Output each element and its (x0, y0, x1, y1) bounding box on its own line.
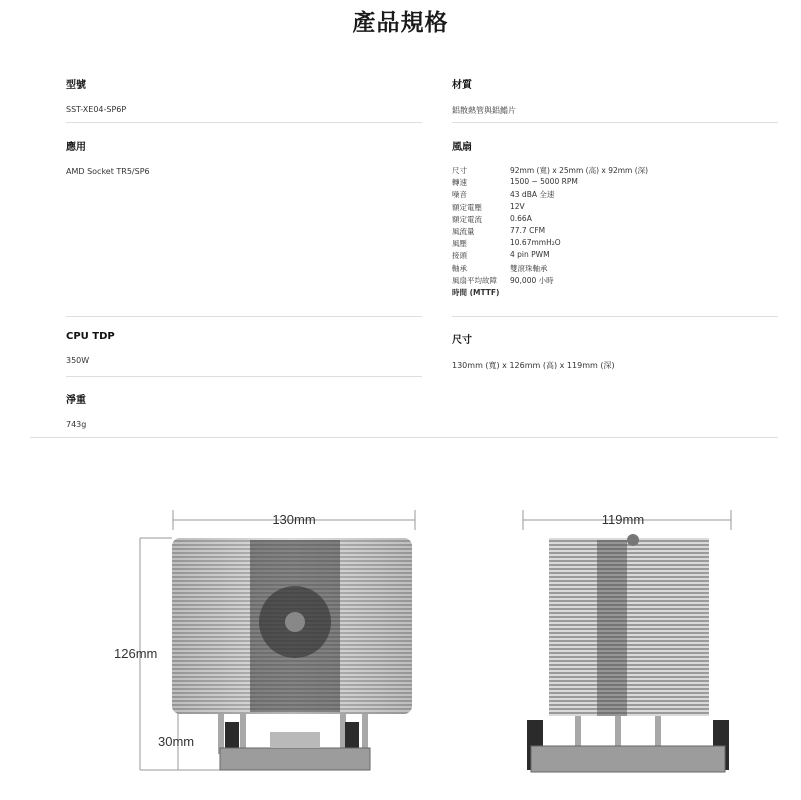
page-title: 產品規格 (352, 10, 449, 36)
fan-spec-row (452, 238, 648, 250)
fan-clip (627, 534, 639, 546)
cooler-base (220, 748, 370, 770)
spec-application-value: AMD Socket TR5/SP6 (66, 167, 150, 176)
fan-spec-key: 時間 (MTTF) (452, 287, 500, 297)
fan-spec-value (510, 287, 648, 299)
fan-spec-value: 1500 ~ 5000 RPM (510, 177, 578, 187)
fan-spec-key: 轉速 (452, 178, 467, 188)
fan-spec-value: 雙滾珠軸承 (510, 263, 548, 273)
spec-net-weight (66, 391, 86, 429)
fan-spec-key: 風壓 (452, 239, 467, 249)
spec-cpu-tdp (66, 331, 115, 365)
fan-spec-row (452, 275, 648, 287)
spec-model-value: SST-XE04-SP6P (66, 105, 127, 114)
fan-spec-table (452, 165, 648, 299)
fan-spec-key: 噪音 (452, 190, 467, 200)
cooler-side-view (515, 500, 745, 790)
fan-spec-row (452, 250, 648, 262)
fan-spec-row (452, 287, 648, 299)
fan-spec-value: 12V (510, 201, 525, 211)
fan-spec-value: 77.7 CFM (510, 225, 546, 235)
spec-cpu-tdp-label: CPU TDP (66, 331, 115, 342)
fan-spec-row (452, 189, 648, 201)
fan-spec-row (452, 263, 648, 275)
base-dimension-label: 30mm (158, 734, 195, 749)
fan-spec-row (452, 202, 648, 214)
spec-application-label: 應用 (66, 142, 86, 153)
fan-spec-value: 92mm (寬) x 25mm (高) x 92mm (深) (510, 166, 649, 175)
fan-spec-value: 90,000 小時 (510, 275, 554, 285)
spec-net-weight-label: 淨重 (66, 395, 86, 406)
heat-pipe (655, 716, 661, 746)
fan-spec-row (452, 177, 648, 189)
heatsink-fins (549, 538, 709, 716)
fan-spec-value: 4 pin PWM (510, 250, 550, 260)
fan-spec-key: 額定電壓 (452, 202, 482, 212)
fan-spec-value: 43 dBA 全速 (510, 190, 555, 200)
spec-cpu-tdp-value: 350W (66, 356, 90, 365)
spec-model-label: 型號 (66, 80, 86, 91)
width-dimension-label: 130mm (272, 512, 316, 527)
divider (452, 316, 778, 317)
fan-spec-key: 尺寸 (452, 166, 467, 175)
fan-hub (285, 612, 305, 632)
spec-material-label: 材質 (452, 80, 472, 91)
cooler-base (531, 746, 725, 772)
spec-dimensions (452, 331, 615, 371)
spec-fan (452, 138, 648, 299)
height-dimension-label: 126mm (114, 646, 158, 661)
spec-dimensions-label: 尺寸 (452, 335, 472, 346)
divider (66, 376, 422, 377)
fan-spec-row (452, 165, 648, 177)
base-plate (270, 732, 320, 748)
spec-fan-label: 風扇 (452, 142, 472, 153)
fan-spec-row (452, 226, 648, 238)
fan-spec-key: 接頭 (452, 251, 467, 261)
fan-edge (597, 540, 627, 716)
spec-application (66, 138, 150, 176)
spec-model (66, 76, 126, 114)
fan-spec-key: 額定電流 (452, 214, 482, 224)
fan-spec-row (452, 214, 648, 226)
divider (66, 316, 422, 317)
depth-dimension-label: 119mm (601, 512, 645, 527)
divider (66, 122, 422, 123)
fan-spec-key: 軸承 (452, 263, 467, 273)
spec-material-value: 鋁散熱管與鋁鰭片 (452, 106, 516, 115)
spec-net-weight-value: 743g (66, 420, 87, 429)
fan-spec-key: 風扇平均故障 (452, 275, 497, 285)
section-divider (30, 437, 778, 438)
spec-dimensions-value: 130mm (寬) x 126mm (高) x 119mm (深) (452, 361, 615, 370)
heat-pipe (615, 716, 621, 746)
fan-spec-value: 0.66A (510, 213, 532, 223)
divider (452, 122, 778, 123)
heat-pipe (575, 716, 581, 746)
cooler-front-view (100, 500, 430, 800)
fan-spec-value: 10.67mmH₂O (510, 238, 561, 248)
fan-spec-key: 風流量 (452, 226, 475, 236)
spec-material (452, 76, 516, 116)
